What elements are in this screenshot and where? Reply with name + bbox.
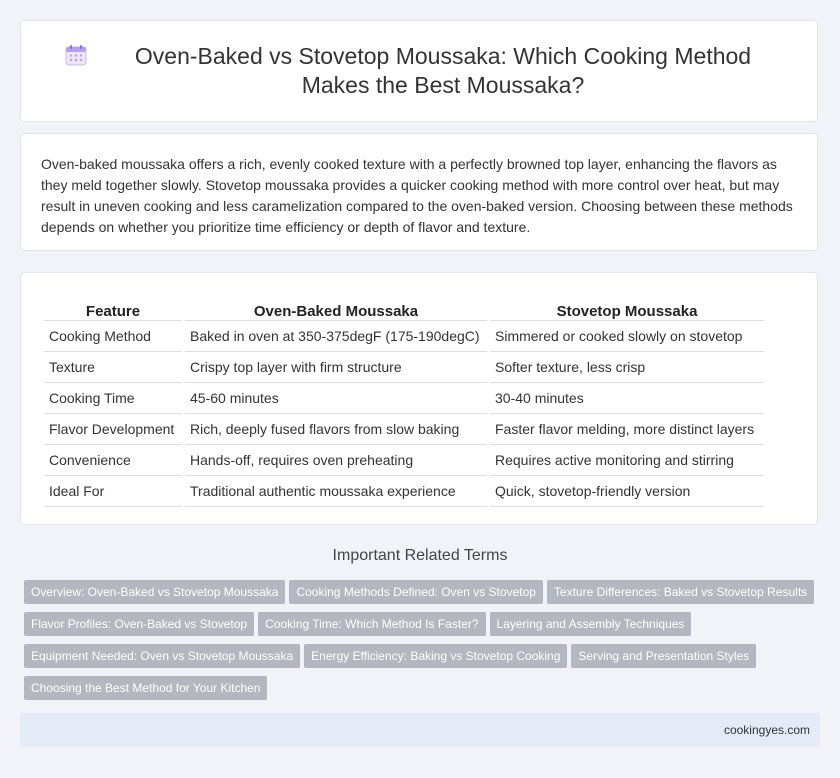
cell-oven-baked: Crispy top layer with firm structure	[185, 352, 487, 383]
cell-stovetop: Requires active monitoring and stirring	[490, 445, 764, 476]
table-row	[44, 476, 764, 507]
cell-oven-baked: Rich, deeply fused flavors from slow baking	[185, 414, 487, 445]
cell-oven-baked: 45-60 minutes	[185, 383, 487, 414]
page-title: Oven-Baked vs Stovetop Moussaka: Which Cooking Method Makes the Best Moussaka?	[134, 43, 752, 98]
comparison-card	[20, 272, 818, 525]
table-row	[44, 383, 764, 414]
related-term-tag[interactable]: Equipment Needed: Oven vs Stovetop Moussaka	[24, 644, 300, 668]
intro-card	[20, 133, 818, 251]
footer-site-link[interactable]: cookingyes.com	[723, 723, 810, 737]
table-row	[44, 352, 764, 383]
related-terms-heading: Important Related Terms	[332, 547, 508, 564]
related-term-tag[interactable]: Layering and Assembly Techniques	[490, 612, 692, 636]
table-row	[44, 414, 764, 445]
cell-feature: Cooking Time	[44, 383, 182, 414]
cell-feature: Ideal For	[44, 476, 182, 507]
related-term-tag[interactable]: Overview: Oven-Baked vs Stovetop Moussaka	[24, 580, 285, 604]
table-row	[44, 321, 764, 352]
cell-stovetop: Simmered or cooked slowly on stovetop	[490, 321, 764, 352]
cell-stovetop: Softer texture, less crisp	[490, 352, 764, 383]
cell-oven-baked: Hands-off, requires oven preheating	[185, 445, 487, 476]
cell-feature: Flavor Development	[44, 414, 182, 445]
header-oven-baked: Oven-Baked Moussaka	[185, 295, 487, 321]
cell-stovetop: Quick, stovetop-friendly version	[490, 476, 764, 507]
header-stovetop: Stovetop Moussaka	[490, 295, 764, 321]
intro-paragraph: Oven-baked moussaka offers a rich, evenly cooked texture with a perfectly browned top layer, enhancing the flavors as they meld together slowly. Stovetop moussaka provides a quicker cooking method with more control over heat, but may result in uneven cooking and less caramelization compared to the oven-baked version. Choosing between these methods depends on whether you prioritize time efficiency or depth of flavor and texture.	[41, 156, 793, 235]
comparison-table	[41, 295, 767, 507]
cell-stovetop: Faster flavor melding, more distinct layers	[490, 414, 764, 445]
cell-feature: Texture	[44, 352, 182, 383]
table-header-row	[44, 295, 764, 321]
related-term-tag[interactable]: Cooking Time: Which Method Is Faster?	[258, 612, 485, 636]
cell-oven-baked: Traditional authentic moussaka experience	[185, 476, 487, 507]
related-term-tag[interactable]: Serving and Presentation Styles	[571, 644, 756, 668]
table-row	[44, 445, 764, 476]
calendar-icon	[65, 44, 87, 66]
cell-oven-baked: Baked in oven at 350-375degF (175-190degC)	[185, 321, 487, 352]
related-terms-list	[24, 580, 824, 708]
title-card	[20, 20, 818, 122]
related-term-tag[interactable]: Choosing the Best Method for Your Kitchen	[24, 676, 267, 700]
header-feature: Feature	[44, 295, 182, 321]
cell-stovetop: 30-40 minutes	[490, 383, 764, 414]
related-term-tag[interactable]: Energy Efficiency: Baking vs Stovetop Cooking	[304, 644, 567, 668]
related-term-tag[interactable]: Flavor Profiles: Oven-Baked vs Stovetop	[24, 612, 254, 636]
title-wrap	[21, 42, 817, 100]
related-term-tag[interactable]: Cooking Methods Defined: Oven vs Stovetop	[289, 580, 542, 604]
cell-feature: Cooking Method	[44, 321, 182, 352]
related-term-tag[interactable]: Texture Differences: Baked vs Stovetop Results	[547, 580, 814, 604]
cell-feature: Convenience	[44, 445, 182, 476]
footer	[20, 713, 820, 747]
